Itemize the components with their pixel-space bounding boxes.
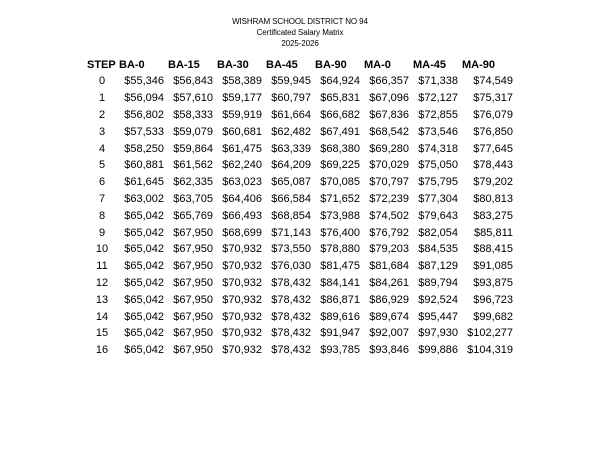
column-header-ba-30: BA-30	[217, 58, 249, 71]
salary-cell: $97,930	[418, 327, 458, 340]
step-cell: 9	[98, 226, 106, 239]
salary-cell: $59,945	[271, 75, 311, 88]
salary-cell: $70,932	[222, 243, 262, 256]
salary-cell: $68,699	[222, 226, 262, 239]
salary-cell: $56,843	[173, 75, 213, 88]
salary-cell: $62,482	[271, 125, 311, 138]
salary-cell: $93,846	[369, 344, 409, 357]
table-row	[87, 308, 517, 325]
salary-cell: $67,950	[173, 226, 213, 239]
salary-cell: $59,919	[222, 108, 262, 121]
salary-cell: $81,475	[320, 260, 360, 273]
salary-cell: $64,406	[222, 192, 262, 205]
salary-cell: $67,950	[173, 243, 213, 256]
salary-cell: $74,502	[369, 209, 409, 222]
table-row	[87, 140, 517, 157]
salary-cell: $65,042	[124, 260, 164, 273]
salary-cell: $102,277	[467, 327, 513, 340]
salary-cell: $68,542	[369, 125, 409, 138]
salary-cell: $86,871	[320, 293, 360, 306]
salary-cell: $83,275	[473, 209, 513, 222]
table-body	[87, 73, 517, 359]
salary-cell: $78,432	[271, 293, 311, 306]
salary-cell: $76,400	[320, 226, 360, 239]
table-row	[87, 107, 517, 124]
salary-cell: $96,723	[473, 293, 513, 306]
salary-cell: $66,357	[369, 75, 409, 88]
salary-cell: $65,042	[124, 276, 164, 289]
salary-cell: $70,085	[320, 176, 360, 189]
step-cell: 11	[96, 260, 108, 273]
table-row	[87, 174, 517, 191]
salary-cell: $70,029	[369, 159, 409, 172]
step-cell: 0	[98, 75, 106, 88]
salary-cell: $67,491	[320, 125, 360, 138]
salary-cell: $62,335	[173, 176, 213, 189]
salary-cell: $58,250	[124, 142, 164, 155]
salary-cell: $70,932	[222, 344, 262, 357]
salary-cell: $75,795	[418, 176, 458, 189]
district-name: WISHRAM SCHOOL DISTRICT NO 94	[232, 17, 368, 26]
salary-cell: $91,947	[320, 327, 360, 340]
salary-cell: $82,054	[418, 226, 458, 239]
step-cell: 4	[98, 142, 106, 155]
salary-cell: $71,338	[418, 75, 458, 88]
salary-cell: $78,432	[271, 276, 311, 289]
salary-cell: $73,546	[418, 125, 458, 138]
salary-cell: $67,950	[173, 310, 213, 323]
salary-cell: $63,002	[124, 192, 164, 205]
salary-cell: $84,535	[418, 243, 458, 256]
salary-cell: $95,447	[418, 310, 458, 323]
salary-matrix-table	[87, 56, 517, 359]
table-row	[87, 224, 517, 241]
salary-cell: $63,023	[222, 176, 262, 189]
salary-cell: $92,007	[369, 327, 409, 340]
salary-cell: $88,415	[473, 243, 513, 256]
salary-cell: $62,240	[222, 159, 262, 172]
salary-cell: $70,932	[222, 260, 262, 273]
salary-cell: $66,584	[271, 192, 311, 205]
salary-cell: $57,533	[124, 125, 164, 138]
salary-cell: $75,317	[473, 92, 513, 105]
table-row	[87, 90, 517, 107]
salary-cell: $70,932	[222, 276, 262, 289]
salary-cell: $73,988	[320, 209, 360, 222]
step-cell: 13	[95, 293, 109, 306]
salary-cell: $64,209	[271, 159, 311, 172]
salary-cell: $61,664	[271, 108, 311, 121]
table-row	[87, 123, 517, 140]
step-cell: 14	[95, 310, 109, 323]
salary-cell: $84,141	[320, 276, 360, 289]
salary-cell: $77,645	[473, 142, 513, 155]
header-row	[87, 56, 517, 73]
salary-cell: $72,127	[418, 92, 458, 105]
salary-cell: $67,950	[173, 276, 213, 289]
salary-cell: $77,304	[418, 192, 458, 205]
salary-cell: $79,202	[473, 176, 513, 189]
salary-cell: $78,432	[271, 327, 311, 340]
salary-cell: $61,475	[222, 142, 262, 155]
school-year: 2025-2026	[281, 39, 319, 48]
table-header	[87, 56, 517, 73]
salary-cell: $73,550	[271, 243, 311, 256]
salary-cell: $99,886	[418, 344, 458, 357]
step-cell: 1	[98, 92, 106, 105]
step-cell: 6	[98, 176, 106, 189]
salary-cell: $63,339	[271, 142, 311, 155]
column-header-ba-90: BA-90	[315, 58, 347, 71]
column-header-ma-45: MA-45	[413, 58, 447, 71]
salary-cell: $65,042	[124, 209, 164, 222]
salary-cell: $65,042	[124, 310, 164, 323]
step-cell: 12	[95, 276, 109, 289]
table-row	[87, 275, 517, 292]
salary-cell: $59,177	[222, 92, 262, 105]
salary-cell: $64,924	[320, 75, 360, 88]
salary-cell: $92,524	[418, 293, 458, 306]
step-cell: 5	[98, 159, 106, 172]
document-title: Certificated Salary Matrix	[256, 28, 344, 37]
salary-cell: $89,616	[320, 310, 360, 323]
salary-cell: $67,950	[173, 327, 213, 340]
salary-cell: $87,129	[418, 260, 458, 273]
salary-cell: $72,855	[418, 108, 458, 121]
salary-cell: $78,443	[473, 159, 513, 172]
salary-cell: $76,030	[271, 260, 311, 273]
salary-cell: $65,042	[124, 293, 164, 306]
salary-cell: $66,493	[222, 209, 262, 222]
salary-cell: $59,864	[173, 142, 213, 155]
salary-cell: $80,813	[473, 192, 513, 205]
salary-cell: $72,239	[369, 192, 409, 205]
step-cell: 16	[95, 344, 109, 357]
step-cell: 8	[98, 209, 106, 222]
salary-cell: $86,929	[369, 293, 409, 306]
salary-cell: $67,096	[369, 92, 409, 105]
salary-cell: $58,389	[222, 75, 262, 88]
salary-cell: $81,684	[369, 260, 409, 273]
salary-cell: $74,549	[473, 75, 513, 88]
step-cell: 3	[98, 125, 106, 138]
table-row	[87, 258, 517, 275]
salary-cell: $78,432	[271, 344, 311, 357]
salary-cell: $59,079	[173, 125, 213, 138]
salary-cell: $65,042	[124, 243, 164, 256]
salary-cell: $61,645	[124, 176, 164, 189]
salary-cell: $75,050	[418, 159, 458, 172]
document-header	[0, 16, 600, 49]
salary-cell: $61,562	[173, 159, 213, 172]
salary-cell: $60,881	[124, 159, 164, 172]
salary-cell: $70,932	[222, 293, 262, 306]
salary-cell: $56,094	[124, 92, 164, 105]
table-row	[87, 207, 517, 224]
salary-cell: $79,203	[369, 243, 409, 256]
salary-cell: $58,333	[173, 108, 213, 121]
column-header-ma-0: MA-0	[364, 58, 391, 71]
salary-cell: $71,143	[271, 226, 311, 239]
salary-cell: $76,792	[369, 226, 409, 239]
salary-cell: $70,932	[222, 310, 262, 323]
salary-cell: $91,085	[473, 260, 513, 273]
salary-cell: $76,850	[473, 125, 513, 138]
table-row	[87, 325, 517, 342]
salary-cell: $69,225	[320, 159, 360, 172]
salary-cell: $99,682	[473, 310, 513, 323]
table-row	[87, 342, 517, 359]
column-header-ba-15: BA-15	[168, 58, 200, 71]
salary-cell: $65,769	[173, 209, 213, 222]
salary-cell: $93,875	[473, 276, 513, 289]
salary-cell: $65,042	[124, 226, 164, 239]
salary-cell: $76,079	[473, 108, 513, 121]
salary-cell: $71,652	[320, 192, 360, 205]
table-row	[87, 73, 517, 90]
table-row	[87, 191, 517, 208]
table-row	[87, 291, 517, 308]
salary-cell: $89,794	[418, 276, 458, 289]
salary-cell: $85,811	[474, 226, 513, 239]
salary-cell: $70,797	[369, 176, 409, 189]
salary-cell: $56,802	[124, 108, 164, 121]
column-header-ma-90: MA-90	[462, 58, 496, 71]
salary-cell: $84,261	[369, 276, 409, 289]
salary-cell: $65,042	[124, 344, 164, 357]
salary-cell: $60,681	[222, 125, 262, 138]
salary-cell: $55,346	[124, 75, 164, 88]
salary-cell: $65,831	[320, 92, 360, 105]
step-cell: 2	[98, 108, 106, 121]
table-row	[87, 157, 517, 174]
salary-cell: $67,950	[173, 293, 213, 306]
salary-cell: $66,682	[320, 108, 360, 121]
salary-cell: $65,042	[124, 327, 164, 340]
step-cell: 10	[95, 243, 109, 256]
salary-cell: $78,432	[271, 310, 311, 323]
column-header-step: STEP	[87, 58, 116, 71]
salary-cell: $78,880	[320, 243, 360, 256]
salary-cell: $67,836	[369, 108, 409, 121]
table-row	[87, 241, 517, 258]
column-header-ba-45: BA-45	[266, 58, 298, 71]
salary-cell: $67,950	[173, 344, 213, 357]
salary-cell: $67,950	[173, 260, 213, 273]
salary-cell: $63,705	[173, 192, 213, 205]
salary-cell: $69,280	[369, 142, 409, 155]
step-cell: 7	[98, 192, 106, 205]
salary-cell: $68,380	[320, 142, 360, 155]
salary-cell: $79,643	[418, 209, 458, 222]
salary-cell: $70,932	[222, 327, 262, 340]
salary-cell: $65,087	[271, 176, 311, 189]
salary-cell: $60,797	[271, 92, 311, 105]
salary-cell: $93,785	[320, 344, 360, 357]
salary-cell: $104,319	[467, 344, 513, 357]
step-cell: 15	[95, 327, 109, 340]
salary-cell: $74,318	[418, 142, 458, 155]
salary-cell: $57,610	[173, 92, 213, 105]
column-header-ba-0: BA-0	[119, 58, 145, 71]
salary-cell: $68,854	[271, 209, 311, 222]
salary-cell: $89,674	[369, 310, 409, 323]
